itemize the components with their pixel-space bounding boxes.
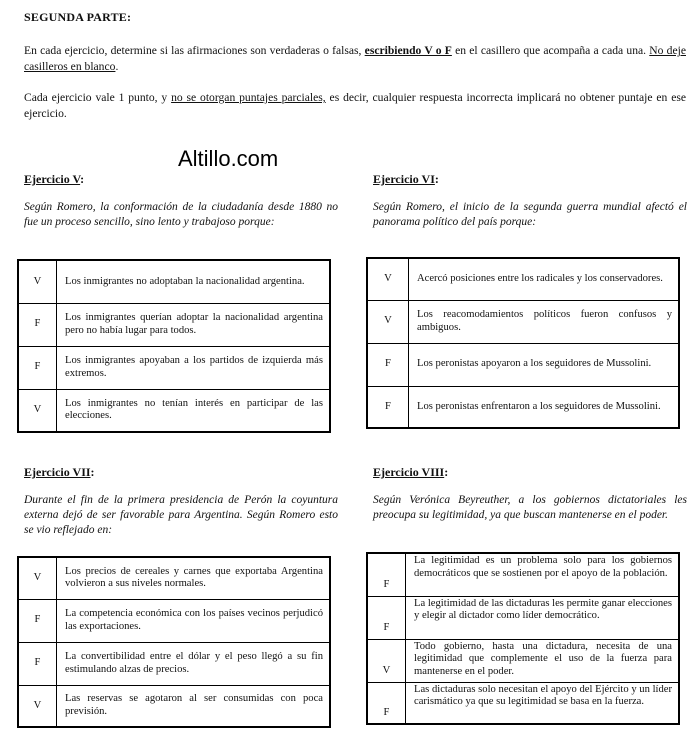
statement-cell: Los reacomodamientos políticos fueron confusos y ambiguos.	[409, 300, 680, 343]
answer-cell[interactable]: V	[18, 685, 57, 727]
exercise-7-table	[17, 556, 331, 728]
exercise-5-table	[17, 259, 331, 433]
instructions-paragraph	[24, 43, 686, 75]
table-row	[367, 300, 679, 343]
table-row	[367, 553, 679, 596]
answer-cell[interactable]: F	[18, 346, 57, 389]
answer-cell[interactable]: V	[367, 639, 406, 682]
scoring-text-a: Cada ejercicio vale 1 punto, y	[24, 91, 172, 104]
statement-cell: Los peronistas apoyaron a los seguidores de Mussolini.	[409, 343, 680, 386]
statement-cell: Los precios de cereales y carnes que exportaba Argentina volvieron a sus niveles normales.	[57, 557, 331, 599]
table-row	[367, 343, 679, 386]
answer-cell[interactable]: F	[367, 386, 409, 428]
statement-cell: Los inmigrantes no adoptaban la nacionalidad argentina.	[57, 260, 331, 303]
answer-cell[interactable]: F	[367, 682, 406, 724]
statement-cell: Los inmigrantes querían adoptar la nacionalidad argentina pero no había lugar para todos.	[57, 303, 331, 346]
answer-cell[interactable]: F	[367, 553, 406, 596]
section-title: SEGUNDA PARTE:	[24, 10, 132, 24]
statement-cell: Los peronistas enfrentaron a los seguidores de Mussolini.	[409, 386, 680, 428]
exercise-8-title	[373, 465, 448, 480]
statement-cell: La convertibilidad entre el dólar y el peso llegó a su fin estimulando alzas de precios.	[57, 642, 331, 685]
answer-cell[interactable]: F	[18, 303, 57, 346]
exercise-7-title-colon: :	[90, 465, 95, 479]
table-row	[367, 682, 679, 724]
exercise-5-title-text: Ejercicio V	[24, 172, 81, 186]
answer-cell[interactable]: F	[18, 599, 57, 642]
table-row	[18, 260, 330, 303]
exercise-6-table	[366, 257, 680, 429]
instructions-emphasis-vf: escribiendo V o F	[364, 44, 452, 57]
instructions-text-b: en el casillero que acompaña a cada una.	[451, 44, 650, 57]
table-row	[18, 642, 330, 685]
statement-cell: Los inmigrantes no tenían interés en participar de las elecciones.	[57, 389, 331, 432]
answer-cell[interactable]: F	[367, 343, 409, 386]
answer-cell[interactable]: V	[18, 260, 57, 303]
instructions-no-blank: No deje casilleros en blanco	[24, 44, 686, 73]
statement-cell: Las dictaduras solo necesitan el apoyo del Ejército y un líder carismático ya que su legitimidad se basa en la fuerza.	[406, 682, 680, 724]
table-row	[18, 303, 330, 346]
exercise-5-title-colon: :	[80, 172, 85, 186]
exercise-7-title-text: Ejercicio VII	[24, 465, 91, 479]
answer-cell[interactable]: V	[18, 389, 57, 432]
exercise-6-intro: Según Romero, el inicio de la segunda guerra mundial afectó el panorama político del país porque:	[373, 201, 687, 228]
scoring-no-partial: no se otorgan puntajes parciales,	[171, 91, 326, 104]
exercise-5-title	[24, 172, 84, 187]
exercise-8-title-text: Ejercicio VIII	[373, 465, 445, 479]
exercise-6-title-text: Ejercicio VI	[373, 172, 435, 186]
exercise-6-title	[373, 172, 439, 187]
answer-cell[interactable]: V	[367, 300, 409, 343]
instructions-text-a: En cada ejercicio, determine si las afirmaciones son verdaderas o falsas,	[24, 44, 365, 57]
watermark-altillo: Altillo.com	[178, 146, 279, 171]
answer-cell[interactable]: V	[367, 258, 409, 300]
table-row	[18, 346, 330, 389]
exercise-8-title-colon: :	[444, 465, 449, 479]
statement-cell: La legitimidad de las dictaduras les permite ganar elecciones y elegir al dictador como líder democrático.	[406, 596, 680, 639]
exercise-6-title-colon: :	[434, 172, 439, 186]
table-row	[18, 685, 330, 727]
statement-cell: La competencia económica con los países vecinos perjudicó las exportaciones.	[57, 599, 331, 642]
answer-cell[interactable]: F	[18, 642, 57, 685]
answer-cell[interactable]: V	[18, 557, 57, 599]
table-row	[18, 389, 330, 432]
table-row	[367, 258, 679, 300]
exercise-7-intro: Durante el fin de la primera presidencia de Perón la coyuntura externa dejó de ser favorable para Argentina. Según Romero esto se vio reflejado en:	[24, 494, 338, 536]
statement-cell: La legitimidad es un problema solo para los gobiernos democráticos que se sostienen por el apoyo de la población.	[406, 553, 680, 596]
scoring-paragraph	[24, 90, 686, 122]
statement-cell: Acercó posiciones entre los radicales y los conservadores.	[409, 258, 680, 300]
statement-cell: Las reservas se agotaron al ser consumidas con poca previsión.	[57, 685, 331, 727]
table-row	[18, 557, 330, 599]
table-row	[367, 386, 679, 428]
exercise-8-table	[366, 552, 680, 725]
statement-cell: Los inmigrantes apoyaban a los partidos de izquierda más extremos.	[57, 346, 331, 389]
table-row	[18, 599, 330, 642]
scoring-text-b: es decir, cualquier respuesta incorrecta implicará no obtener puntaje en ese ejercicio.	[24, 91, 687, 120]
answer-cell[interactable]: F	[367, 596, 406, 639]
table-row	[367, 596, 679, 639]
exercise-8-intro: Según Verónica Beyreuther, a los gobiernos dictatoriales les preocupa su legitimidad, ya que buscan mantenerse en el poder.	[373, 494, 687, 521]
statement-cell: Todo gobierno, hasta una dictadura, necesita de una legitimidad que complemente el uso de la fuerza para mantenerse en el poder.	[406, 639, 680, 682]
instructions-text-c: .	[115, 60, 119, 73]
table-row	[367, 639, 679, 682]
exercise-7-title	[24, 465, 95, 480]
exercise-5-intro: Según Romero, la conformación de la ciudadanía desde 1880 no fue un proceso sencillo, sino lento y trabajoso porque:	[24, 201, 338, 228]
